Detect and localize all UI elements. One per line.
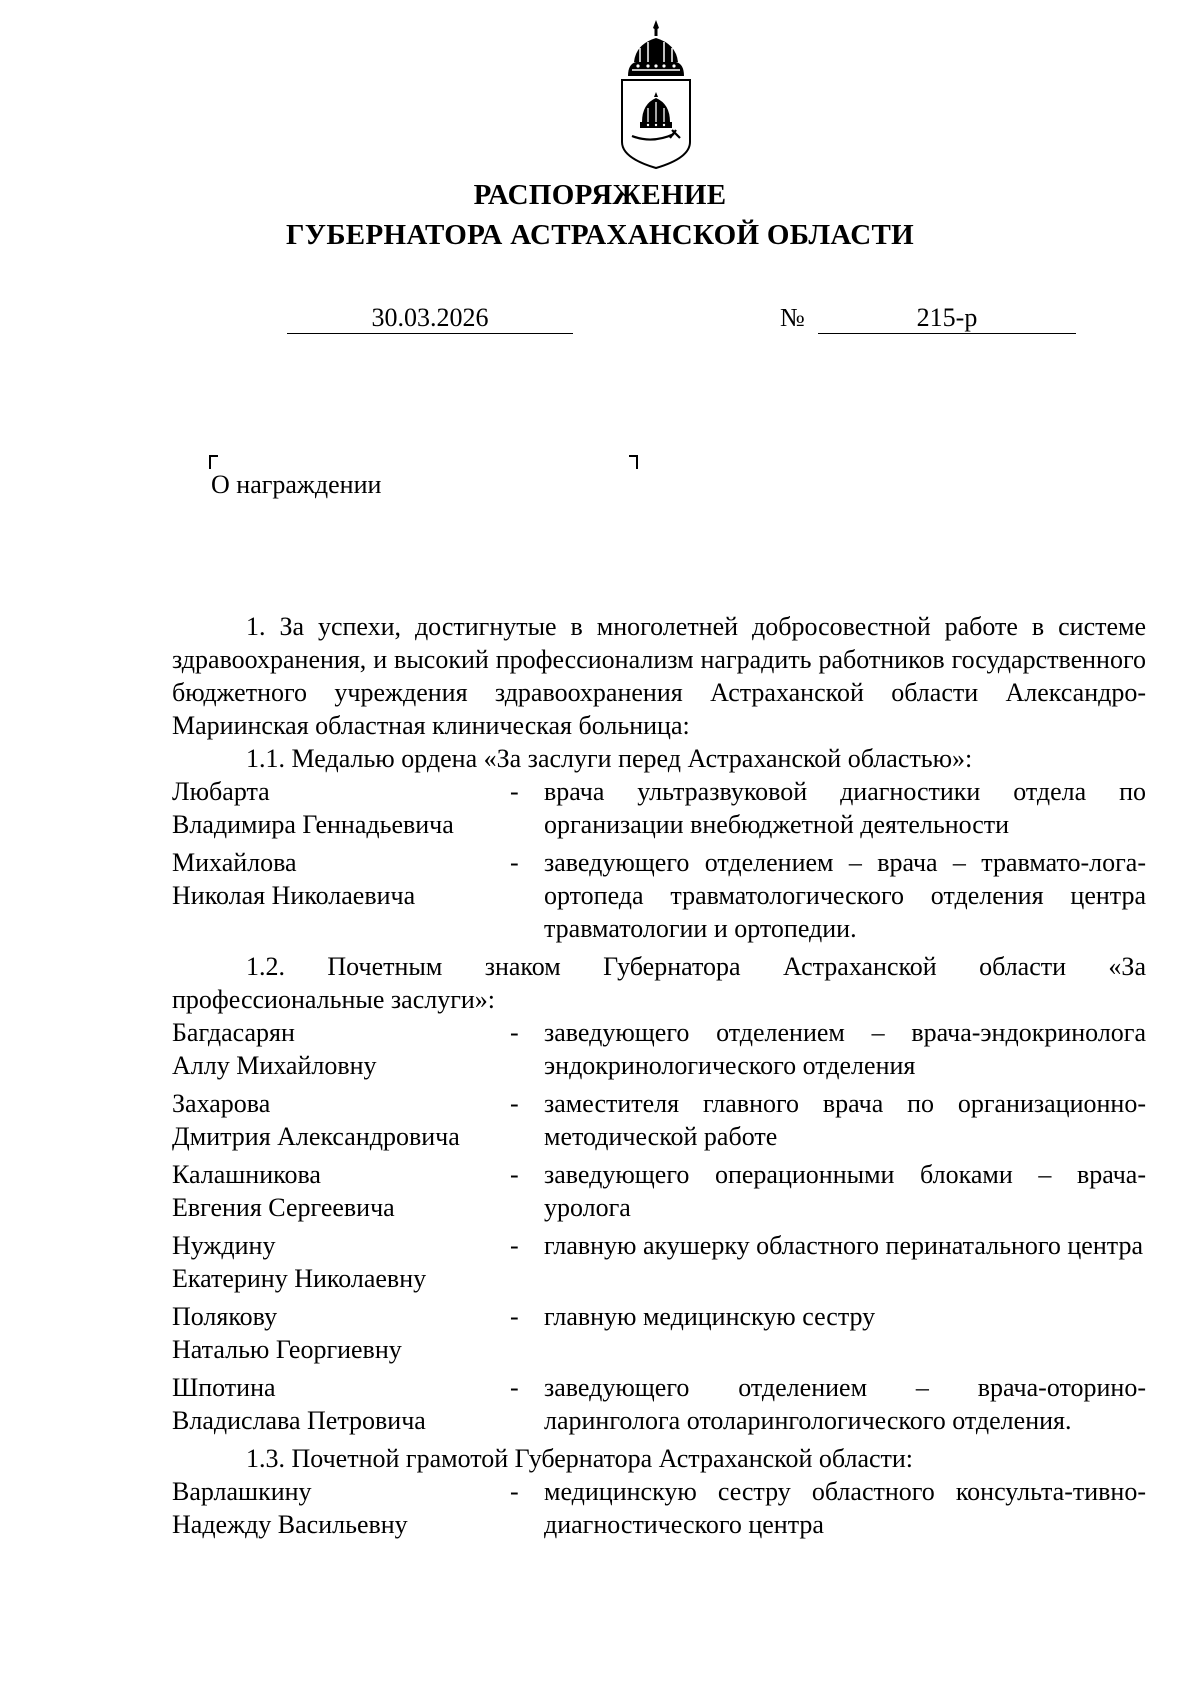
document-issuer: ГУБЕРНАТОРА АСТРАХАНСКОЙ ОБЛАСТИ — [286, 219, 914, 251]
document-title: РАСПОРЯЖЕНИЕ — [473, 179, 727, 211]
award-entry — [172, 775, 1146, 841]
entry-dash: - — [510, 1089, 519, 1118]
award-entry — [172, 1016, 1146, 1082]
award-entry — [172, 1229, 1146, 1295]
section-1-2-list — [172, 1016, 1146, 1437]
awardee-position: заместителя главного врача по организационно-методической работе — [544, 1089, 1146, 1151]
award-entry — [172, 1371, 1146, 1437]
awardee-position: медицинскую сестру областного консульта-тивно-диагностического центра — [544, 1477, 1146, 1539]
awardee-position: главную медицинскую сестру — [544, 1302, 876, 1331]
awardee-position: заведующего отделением – врача-эндокринолога эндокринологического отделения — [544, 1018, 1146, 1080]
entry-dash: - — [510, 1231, 519, 1260]
document-date: 30.03.2026 — [287, 303, 573, 334]
section-1-1-heading: 1.1. Медалью ордена «За заслуги перед Астраханской областью»: — [246, 744, 973, 773]
entry-dash: - — [510, 1018, 519, 1047]
awardee-name: Нуждину Екатерину Николаевну — [172, 1231, 427, 1293]
awardee-name: Варлашкину Надежду Васильевну — [172, 1477, 408, 1539]
section-1-1-list — [172, 775, 1146, 945]
section-1-3-heading: 1.3. Почетной грамотой Губернатора Астраханской области: — [246, 1444, 914, 1473]
paragraph-1: 1. За успехи, достигнутые в многолетней добросовестной работе в системе здравоохранения, и высокий профессионализм наградить работников государственного бюджетного учреждения здравоохранения Астраханской области Александро-Мариинская областная клиническая больница: — [172, 612, 1146, 740]
coat-of-arms-emblem — [618, 18, 694, 170]
entry-dash: - — [510, 848, 519, 877]
awardee-position: заведующего операционными блоками – врача-уролога — [544, 1160, 1146, 1222]
award-entry — [172, 1087, 1146, 1153]
entry-dash: - — [510, 1302, 519, 1331]
awardee-name: Шпотина Владислава Петровича — [172, 1373, 426, 1435]
entry-dash: - — [510, 1160, 519, 1189]
awardee-position: врача ультразвуковой диагностики отдела по организации внебюджетной деятельности — [544, 777, 1146, 839]
entry-dash: - — [510, 1477, 519, 1506]
awardee-position: главную акушерку областного перинатального центра — [544, 1231, 1143, 1260]
entry-dash: - — [510, 1373, 519, 1402]
document-body — [172, 610, 1146, 1546]
awardee-name: Багдасарян Аллу Михайловну — [172, 1018, 377, 1080]
award-entry — [172, 1475, 1146, 1541]
awardee-name: Михайлова Николая Николаевича — [172, 848, 416, 910]
awardee-name: Любарта Владимира Геннадьевича — [172, 777, 454, 839]
awardee-name: Калашникова Евгения Сергеевича — [172, 1160, 395, 1222]
award-entry — [172, 1158, 1146, 1224]
section-1-2-heading: 1.2. Почетным знаком Губернатора Астраханской области «За профессиональные заслуги»: — [172, 952, 1146, 1014]
section-1-3-list — [172, 1475, 1146, 1541]
subject-corner-right — [629, 455, 638, 469]
document-number: 215-р — [818, 303, 1076, 334]
award-entry — [172, 846, 1146, 945]
subject-corner-left — [209, 455, 218, 469]
awardee-position: заведующего отделением – врача-оторино-ларинголога отоларингологического отделения. — [544, 1373, 1146, 1435]
award-entry — [172, 1300, 1146, 1366]
awardee-name: Полякову Наталью Георгиевну — [172, 1302, 402, 1364]
document-subject: О награждении — [211, 470, 382, 499]
number-label: № — [780, 303, 805, 332]
entry-dash: - — [510, 777, 519, 806]
awardee-position: заведующего отделением – врача – травмато-лога-ортопеда травматологического отделения центра травматологии и ортопедии. — [544, 848, 1146, 943]
awardee-name: Захарова Дмитрия Александровича — [172, 1089, 460, 1151]
